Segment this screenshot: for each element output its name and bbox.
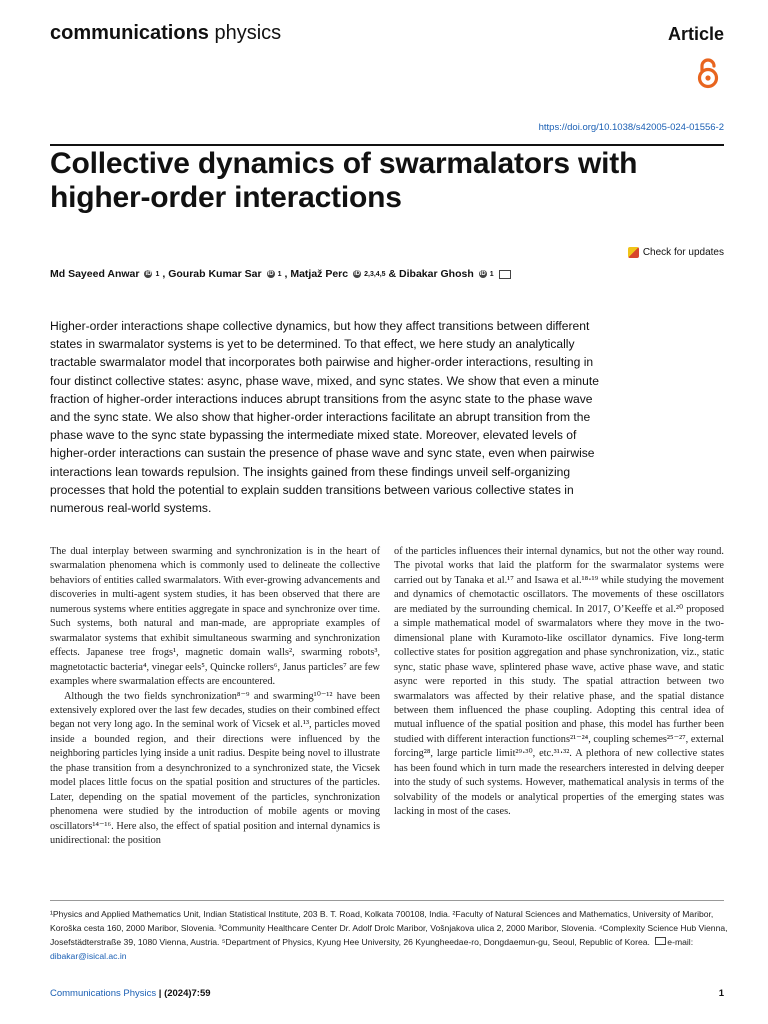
orcid-icon[interactable]: iD: [145, 271, 152, 277]
orcid-icon[interactable]: iD: [354, 271, 361, 277]
check-updates-label: Check for updates: [642, 247, 724, 258]
author-sar[interactable]: , Gourab Kumar Sar: [162, 268, 262, 280]
journal-name-bold: communications: [50, 22, 209, 44]
article-type-label: Article: [667, 24, 724, 44]
affiliations: [50, 907, 730, 963]
body-paragraph: Although the two fields synchronization⁸⁻⁹ and swarming¹⁰⁻¹² have been extensively explored over the last few decades, studies on their combined effect began not very long ago. In the seminal work of Vicsek et al.¹³, particles moved inside a bounded region, and their directions were influenced by the neighboring particles lying inside a unit radius. Despite being novel to illustrate the phase transition from a desynchronized to a synchronized state, the Vicsek model places little focus on the spatial position and structures of the particles. Later, depending on the spatial movement of the particles, synchronization phenomena were studied by the introduction of mobile agents or moving oscillators¹⁴⁻¹⁶. Here also, the effect of spatial position and internal dynamics is unidirectional: the position: [50, 690, 380, 847]
abstract: Higher-order interactions shape collective dynamics, but how they affect transitions between different states in swarmalator systems is yet to be determined. To that effect, we here study an analytically tractable swarmalator model that incorporates both pairwise and higher-order interactions, resulting in four distinct collective states: async, phase wave, mixed, and sync states. We show that even a minute fraction of higher-order interactions induces abrupt transitions from the async state to the phase wave and the sync state. We also show that higher-order interactions facilitate an abrupt transition from the phase wave to the sync state bypassing the intermediate mixed state. Moreover, elevated levels of higher-order interactions can sustain the presence of phase wave and sync state, even when pairwise interactions lean towards repulsion. The insights gained from these findings unveil self-organizing processes that hold the potential to explain sudden transitions between various collective states in numerous real-world systems.: [50, 319, 599, 516]
title-line-2: higher-order interactions: [50, 181, 402, 214]
check-updates-icon: [628, 247, 639, 258]
author-anwar[interactable]: Md Sayeed Anwar: [50, 268, 140, 280]
orcid-icon[interactable]: iD: [479, 271, 486, 277]
open-access-lock-icon: [694, 56, 722, 90]
author-affil-sup: 1: [489, 270, 494, 278]
page-number: 1: [718, 988, 724, 999]
body-column-left: [50, 545, 380, 849]
footer-volume: | (2024)7:59: [158, 988, 211, 999]
author-perc[interactable]: , Matjaž Perc: [284, 268, 349, 280]
footer-journal-link[interactable]: Communications Physics: [50, 988, 157, 999]
email-link[interactable]: dibakar@isical.ac.in: [50, 951, 127, 961]
journal-name-light: physics: [214, 22, 282, 44]
body-column-right: [394, 545, 724, 820]
affiliations-text: ¹Physics and Applied Mathematics Unit, Indian Statistical Institute, 203 B. T. Road, Kolkata 700108, India. ²Faculty of Natural Sciences and Mathematics, University of Maribor, Koroška cesta 160, 2000 Maribor, Slovenia. ³Community Healthcare Center Dr. Adolf Drolc Maribor, Vošnjakova ulica 2, 2000 Maribor, Slovenia. ⁴Complexity Science Hub Vienna, Josefstädterstraße 39, 1080 Vienna, Austria. ⁵Department of Physics, Kyung Hee University, 26 Kyungheedae-ro, Dongdaemun-gu, Seoul, Republic of Korea.: [50, 909, 728, 947]
journal-name: [50, 20, 281, 46]
body-paragraph: of the particles influences their internal dynamics, but not the other way round. The pivotal works that laid the platform for the swarmalator systems were carried out by Tanaka et al.¹⁷ and Isawa et al.¹⁸⋅¹⁹ while studying the movement and dynamics of chemotactic oscillators. The movements of these oscillators are mediated by the surrounding chemical. In 2017, O’Keeffe et al.²⁰ proposed a simple mathematical model of swarmalators where they move in the two-dimensional plane with Kuramoto-like oscillator dynamics. Five long-term collective states for position aggregation and phase synchronization, viz., static sync, static phase wave, splintered phase wave, active phase wave, and static async were reported in this study. The spatial attraction between two swarmalators was affected by their relative phase, and the spatial distance between them influenced the phase coupling. Adopting this central idea of mutual influence of the spatial position and phase, this model has further been studied with different interaction functions²¹⁻²⁴, coupling schemes²⁵⁻²⁷, external forcing²⁸, large particle limit²⁹⋅³⁰, etc.³¹⋅³². A plethora of new collective states has been found which in turn made the researchers interested in delving deeper into the study of such systems. However, mathematical analysis in terms of the solvability of the models or analytical properties of the emerging states was lacking in most of the cases.: [394, 546, 724, 818]
email-icon[interactable]: [499, 270, 511, 279]
author-affil-sup: 1: [277, 270, 282, 278]
author-list: [50, 268, 511, 280]
check-for-updates-button[interactable]: [628, 247, 724, 258]
author-affil-sup: 2,3,4,5: [364, 270, 386, 278]
authors-divider: [50, 294, 724, 296]
paper-title: [50, 147, 730, 215]
doi-link[interactable]: https://doi.org/10.1038/s42005-024-01556-2: [538, 122, 724, 133]
author-ghosh[interactable]: & Dibakar Ghosh: [388, 268, 474, 280]
orcid-icon[interactable]: iD: [267, 271, 274, 277]
email-label: e-mail:: [667, 937, 694, 947]
email-icon: [655, 937, 666, 945]
author-affil-sup: 1: [155, 270, 160, 278]
footer-citation: [50, 988, 211, 999]
title-line-1: Collective dynamics of swarmalators with: [50, 147, 638, 180]
body-paragraph: The dual interplay between swarming and synchronization is in the heart of swarmalation phenomena which is commonly used to delineate the collective behaviors of entities called swarmalators. With ever-growing advancements and discoveries in multi-agent system studies, it has been observed that there are numerous systems where entities aggregate in space and synchronize over time. Such systems, both natural and man-made, are appropriate examples of swarmalator systems that exhibit simultaneous swarming and synchronization effects. Japanese tree frogs¹, magnetic domain walls², swarming robots³, magnetotactic bacteria⁴, vinegar eels⁵, Quincke rollers⁶, Janus particles⁷ are few examples where swarmalation effects are encountered.: [50, 546, 380, 688]
footnote-divider: [50, 900, 724, 901]
header-divider: [50, 144, 724, 146]
